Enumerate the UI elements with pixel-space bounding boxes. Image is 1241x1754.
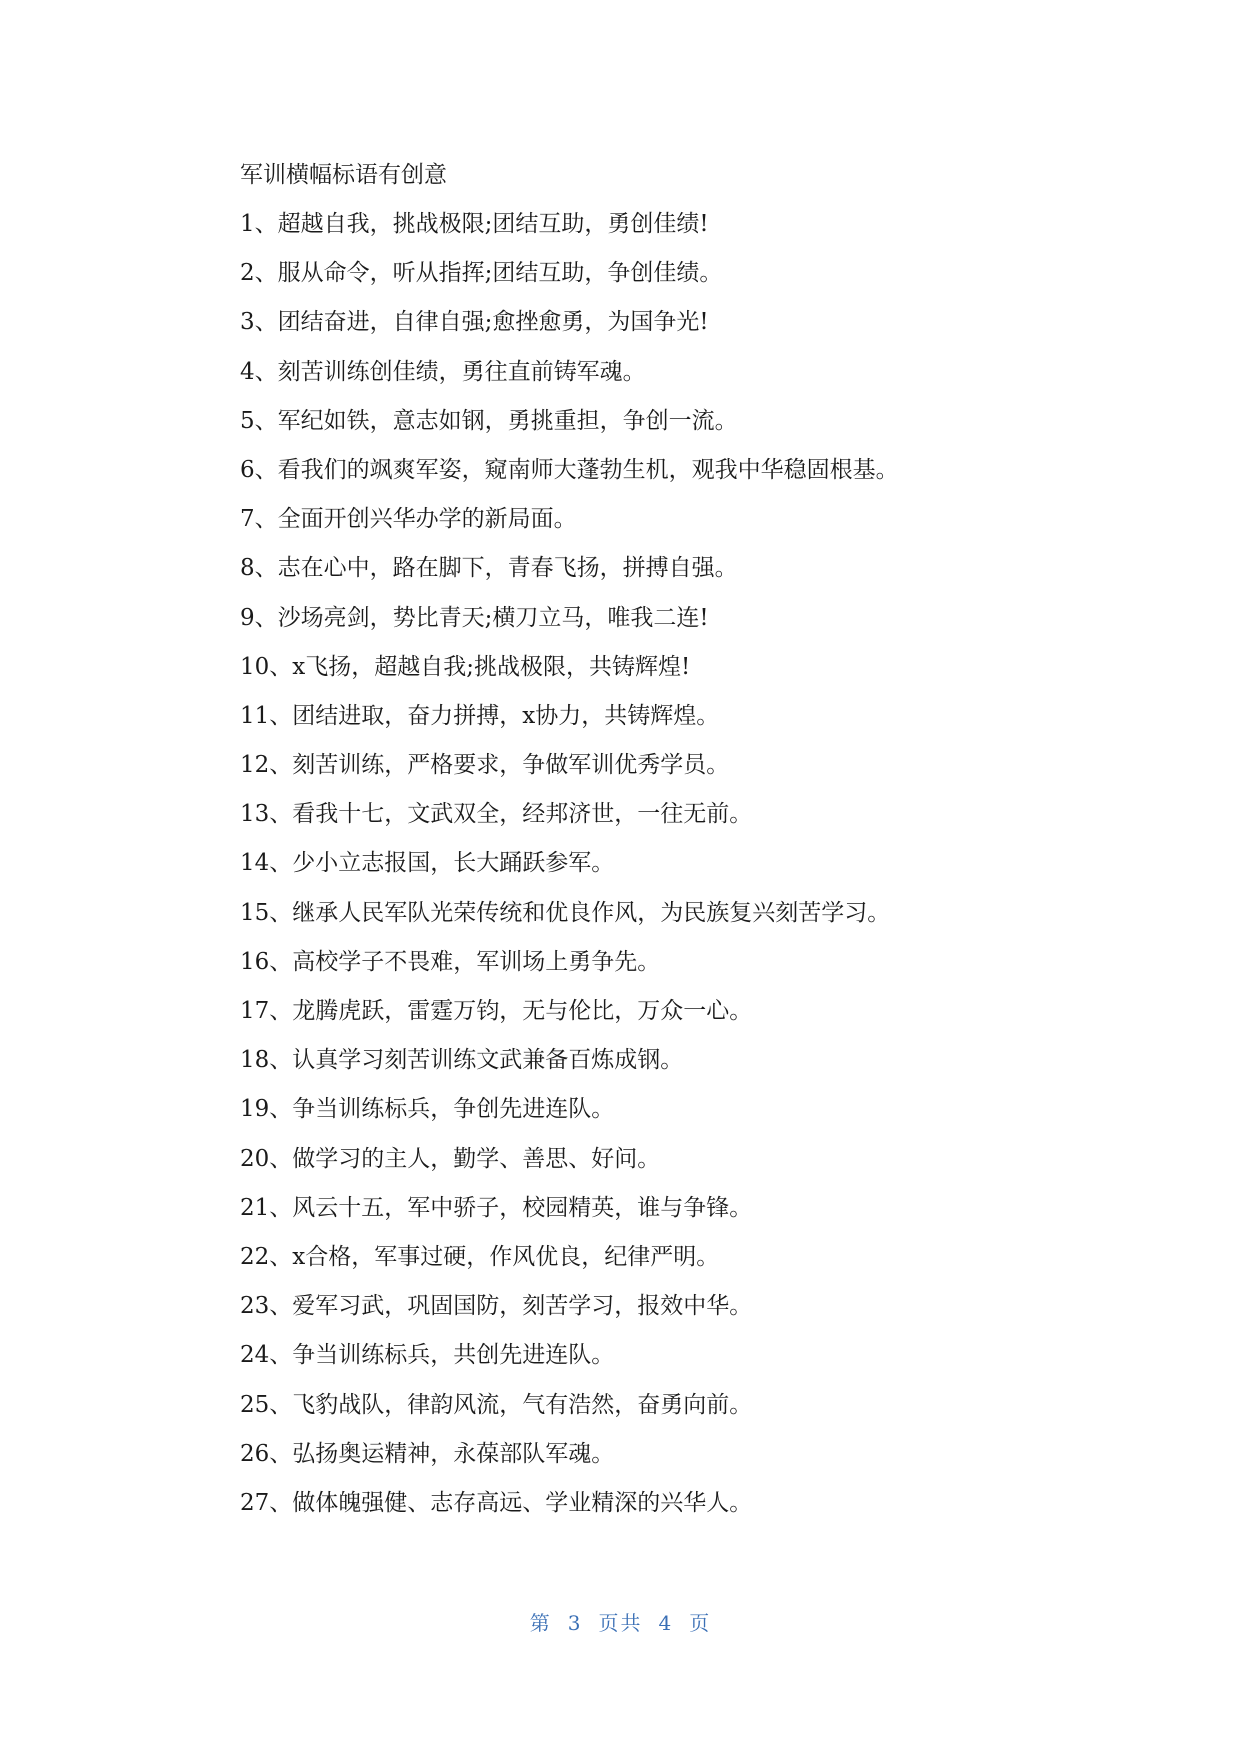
list-item: 9、沙场亮剑，势比青天;横刀立马，唯我二连!: [240, 604, 709, 631]
list-item: 12、刻苦训练，严格要求，争做军训优秀学员。: [240, 752, 730, 779]
list-item: 22、x合格，军事过硬，作风优良，纪律严明。: [240, 1243, 720, 1270]
list-item: 4、刻苦训练创佳绩，勇往直前铸军魂。: [240, 358, 646, 385]
list-item: 13、看我十七，文武双全，经邦济世，一往无前。: [240, 801, 753, 828]
list-item: 11、团结进取，奋力拼搏，x协力，共铸辉煌。: [240, 702, 720, 729]
list-item: 27、做体魄强健、志存高远、学业精深的兴华人。: [240, 1489, 753, 1516]
total-pages-number: 4: [658, 1611, 674, 1635]
list-item: 24、争当训练标兵，共创先进连队。: [240, 1342, 615, 1369]
list-item: 25、飞豹战队，律韵风流，气有浩然，奋勇向前。: [240, 1391, 753, 1418]
list-item: 5、军纪如铁，意志如钢，勇挑重担，争创一流。: [240, 407, 738, 434]
list-item: 1、超越自我，挑战极限;团结互助，勇创佳绩!: [240, 211, 709, 237]
page-content: [240, 156, 1040, 1533]
document-title: 军训横幅标语有创意: [240, 162, 447, 188]
footer-middle: 页共: [598, 1611, 643, 1635]
list-item: 23、爱军习武，巩固国防，刻苦学习，报效中华。: [240, 1293, 753, 1320]
footer-prefix: 第: [529, 1611, 552, 1635]
list-item: 6、看我们的飒爽军姿，窥南师大蓬勃生机，观我中华稳固根基。: [240, 456, 899, 483]
list-item: 15、继承人民军队光荣传统和优良作风，为民族复兴刻苦学习。: [240, 899, 891, 926]
list-item: 10、x飞扬，超越自我;挑战极限，共铸辉煌!: [240, 653, 691, 680]
page-footer: [0, 1607, 1241, 1636]
list-item: 8、志在心中，路在脚下，青春飞扬，拼搏自强。: [240, 555, 738, 582]
list-item: 21、风云十五，军中骄子，校园精英，谁与争锋。: [240, 1194, 753, 1221]
slogan-list: [240, 205, 1040, 1522]
footer-suffix: 页: [689, 1611, 712, 1635]
list-item: 2、服从命令，听从指挥;团结互助，争创佳绩。: [240, 260, 723, 287]
list-item: 18、认真学习刻苦训练文武兼备百炼成钢。: [240, 1047, 684, 1074]
list-item: 7、全面开创兴华办学的新局面。: [240, 506, 577, 533]
list-item: 20、做学习的主人，勤学、善思、好问。: [240, 1145, 661, 1172]
current-page-number: 3: [567, 1611, 583, 1635]
list-item: 16、高校学子不畏难，军训场上勇争先。: [240, 948, 661, 975]
list-item: 19、争当训练标兵，争创先进连队。: [240, 1096, 615, 1123]
list-item: 14、少小立志报国，长大踊跃参军。: [240, 850, 615, 877]
list-item: 26、弘扬奥运精神，永葆部队军魂。: [240, 1440, 615, 1467]
list-item: 17、龙腾虎跃，雷霆万钧，无与伦比，万众一心。: [240, 998, 753, 1024]
list-item: 3、团结奋进，自律自强;愈挫愈勇，为国争光!: [240, 309, 709, 336]
